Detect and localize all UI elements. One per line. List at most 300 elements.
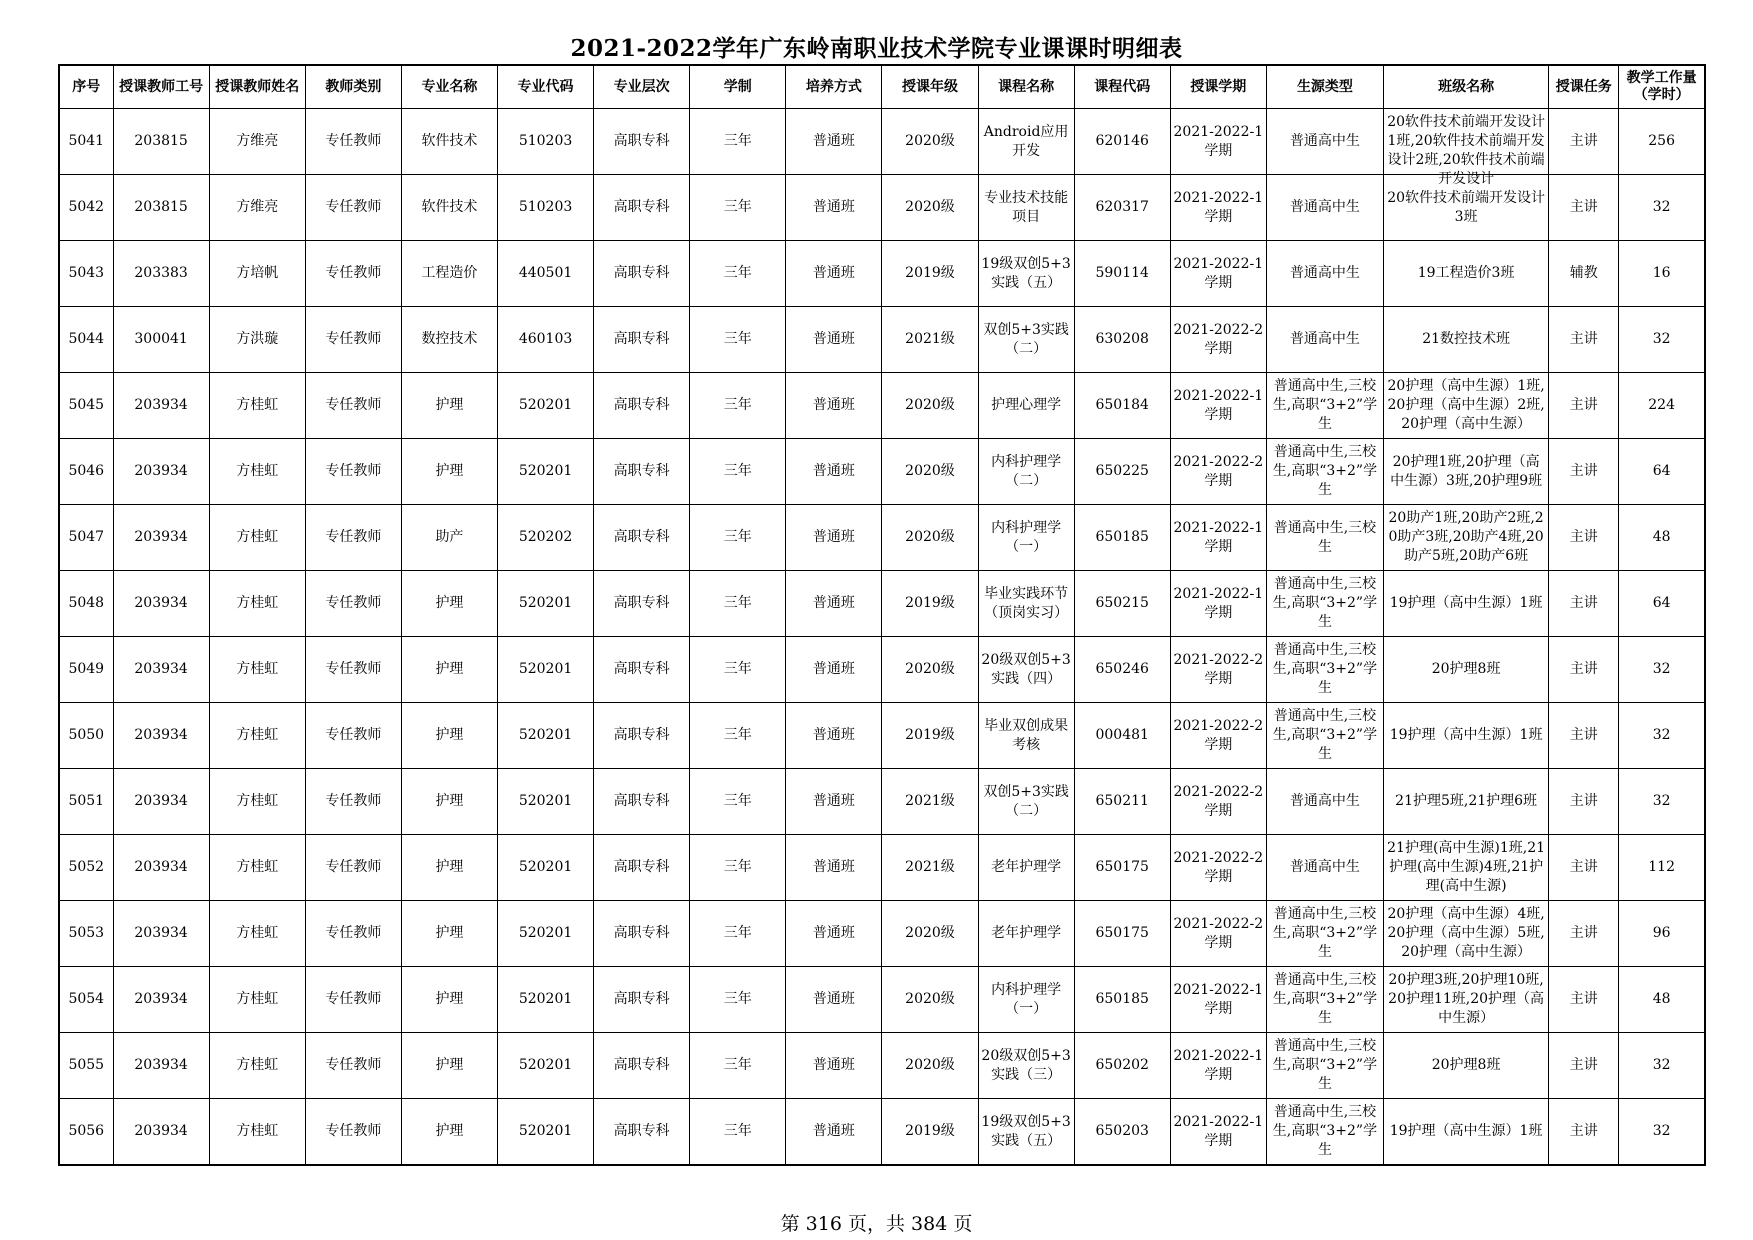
cell-text: 普通班 — [812, 727, 855, 743]
table-cell — [1619, 241, 1705, 307]
cell-text: 方桂虹 — [236, 1057, 279, 1073]
table-cell — [1619, 571, 1705, 637]
cell-text: 650202 — [1095, 1057, 1149, 1073]
cell-text: 三年 — [723, 1057, 752, 1073]
cell-text: 520201 — [518, 595, 573, 611]
table-cell — [498, 505, 594, 571]
cell-text: 20级双创5+3实践（三） — [981, 1047, 1071, 1083]
cell-text: 2021-2022-1学期 — [1173, 519, 1264, 555]
table-cell — [401, 571, 497, 637]
cell-text: 590114 — [1095, 265, 1149, 281]
cell-text: 三年 — [723, 397, 752, 413]
cell-text: 203934 — [134, 661, 188, 677]
cell-text: 高职专科 — [613, 397, 670, 413]
column-header: 授课教师工号 — [113, 65, 209, 109]
table-cell — [1074, 769, 1170, 835]
table-cell — [594, 901, 690, 967]
table-cell — [113, 373, 209, 439]
table-cell — [1384, 835, 1549, 901]
table-cell — [1170, 109, 1266, 175]
table-cell — [882, 703, 978, 769]
cell-text: 高职专科 — [613, 133, 670, 149]
table-cell — [1619, 505, 1705, 571]
cell-text: 三年 — [723, 727, 752, 743]
table-cell — [113, 175, 209, 241]
table-cell — [1266, 637, 1383, 703]
cell-text: 普通高中生,三校生,高职“3+2”学生 — [1272, 378, 1378, 432]
table-cell — [209, 571, 305, 637]
table-cell — [113, 505, 209, 571]
table-cell — [305, 307, 401, 373]
table-cell — [882, 835, 978, 901]
table-cell — [1074, 241, 1170, 307]
cell-text: 三年 — [723, 265, 752, 281]
cell-text: 辅教 — [1569, 265, 1598, 281]
table-row — [59, 967, 1705, 1033]
cell-text: 620146 — [1095, 133, 1149, 149]
table-cell — [498, 769, 594, 835]
column-header: 授课教师姓名 — [209, 65, 305, 109]
cell-text: 三年 — [723, 463, 752, 479]
table-cell — [978, 241, 1074, 307]
table-cell — [1619, 637, 1705, 703]
cell-text: 三年 — [723, 1123, 752, 1139]
table-cell — [690, 703, 786, 769]
cell-text: 2021-2022-2学期 — [1173, 717, 1264, 753]
cell-text: 2021级 — [905, 793, 955, 809]
cell-text: 2021-2022-1学期 — [1173, 387, 1264, 423]
table-cell — [1266, 439, 1383, 505]
table-cell — [1549, 307, 1619, 373]
table-cell — [786, 703, 882, 769]
cell-text: 高职专科 — [613, 1057, 670, 1073]
cell-text: 普通班 — [812, 265, 855, 281]
table-cell — [209, 637, 305, 703]
column-header: 课程代码 — [1074, 65, 1170, 109]
table-cell — [978, 967, 1074, 1033]
table-cell — [1170, 835, 1266, 901]
column-header: 培养方式 — [786, 65, 882, 109]
cell-text: 主讲 — [1569, 199, 1598, 215]
table-cell — [59, 505, 113, 571]
cell-text: 19护理（高中生源）1班 — [1389, 595, 1543, 611]
column-header: 生源类型 — [1266, 65, 1383, 109]
table-cell — [786, 505, 882, 571]
table-cell — [1074, 703, 1170, 769]
cell-text: 2021-2022-1学期 — [1173, 255, 1264, 291]
cell-text: 224 — [1648, 397, 1675, 413]
table-cell — [113, 109, 209, 175]
cell-text: 2020级 — [905, 925, 955, 941]
table-cell — [786, 571, 882, 637]
table-cell — [594, 241, 690, 307]
cell-text: 普通班 — [812, 529, 855, 545]
table-cell — [690, 769, 786, 835]
table-cell — [978, 307, 1074, 373]
cell-text: 32 — [1652, 1123, 1671, 1139]
cell-text: 三年 — [723, 199, 752, 215]
cell-text: 主讲 — [1569, 793, 1598, 809]
table-cell — [882, 241, 978, 307]
cell-text: 主讲 — [1569, 991, 1598, 1007]
cell-text: 方桂虹 — [236, 727, 279, 743]
cell-text: 方洪璇 — [236, 331, 279, 347]
cell-text: 专任教师 — [325, 133, 382, 149]
table-cell — [1170, 901, 1266, 967]
cell-text: 高职专科 — [613, 595, 670, 611]
cell-text: 专任教师 — [325, 331, 382, 347]
cell-text: 主讲 — [1569, 331, 1598, 347]
table-cell — [1619, 175, 1705, 241]
table-cell — [401, 109, 497, 175]
table-cell — [1619, 901, 1705, 967]
column-header: 授课学期 — [1170, 65, 1266, 109]
table-cell — [690, 1033, 786, 1099]
table-row — [59, 835, 1705, 901]
table-cell — [1619, 769, 1705, 835]
table-cell — [1266, 901, 1383, 967]
table-cell — [498, 571, 594, 637]
column-header: 专业代码 — [498, 65, 594, 109]
cell-text: 主讲 — [1569, 595, 1598, 611]
cell-text: 20级双创5+3实践（四） — [981, 651, 1071, 687]
cell-text: 护理 — [435, 661, 464, 677]
table-cell — [305, 109, 401, 175]
cell-text: 5050 — [68, 727, 105, 743]
table-cell — [1549, 109, 1619, 175]
table-cell — [1619, 307, 1705, 373]
cell-text: 20软件技术前端开发设计3班 — [1387, 189, 1546, 225]
table-row — [59, 703, 1705, 769]
table-cell — [209, 769, 305, 835]
cell-text: 高职专科 — [613, 661, 670, 677]
cell-text: 5047 — [68, 529, 105, 545]
cell-text: 方桂虹 — [236, 463, 279, 479]
table-cell — [59, 175, 113, 241]
table-cell — [978, 637, 1074, 703]
cell-text: 三年 — [723, 661, 752, 677]
table-cell — [690, 109, 786, 175]
cell-text: 300041 — [134, 331, 188, 347]
table-cell — [1074, 439, 1170, 505]
table-cell — [401, 637, 497, 703]
cell-text: 普通高中生,三校生,高职“3+2”学生 — [1272, 444, 1378, 498]
table-cell — [594, 637, 690, 703]
cell-text: 普通高中生 — [1289, 199, 1360, 215]
table-cell — [1266, 307, 1383, 373]
table-cell — [401, 241, 497, 307]
table-cell — [594, 571, 690, 637]
cell-text: 普通高中生,三校生,高职“3+2”学生 — [1272, 1104, 1378, 1158]
table-cell — [305, 439, 401, 505]
cell-text: 203934 — [134, 595, 188, 611]
table-cell — [401, 769, 497, 835]
table-cell — [305, 769, 401, 835]
table-cell — [305, 1033, 401, 1099]
cell-text: 20护理8班 — [1431, 1057, 1501, 1073]
table-cell — [978, 571, 1074, 637]
table-cell — [594, 373, 690, 439]
cell-text: 520201 — [518, 463, 573, 479]
cell-text: 520201 — [518, 793, 573, 809]
table-cell — [1549, 241, 1619, 307]
table-row — [59, 109, 1705, 175]
table-cell — [1384, 967, 1549, 1033]
cell-text: 2021级 — [905, 331, 955, 347]
table-cell — [498, 175, 594, 241]
table-cell — [882, 571, 978, 637]
table-cell — [1074, 835, 1170, 901]
table-cell — [978, 835, 1074, 901]
table-cell — [305, 241, 401, 307]
cell-text: 20助产1班,20助产2班,20助产3班,20助产4班,20助产5班,20助产6班 — [1388, 510, 1544, 564]
cell-text: 2021-2022-1学期 — [1173, 981, 1264, 1017]
table-cell — [1384, 1099, 1549, 1166]
page-title: 2021-2022学年广东岭南职业技术学院专业课课时明细表 — [570, 35, 1183, 62]
table-cell — [978, 769, 1074, 835]
table-cell — [1549, 901, 1619, 967]
column-header: 专业名称 — [401, 65, 497, 109]
cell-text: 三年 — [723, 133, 752, 149]
table-cell — [401, 703, 497, 769]
cell-text: 2021-2022-2学期 — [1173, 651, 1264, 687]
cell-text: 护理 — [435, 859, 464, 875]
cell-text: 方桂虹 — [236, 529, 279, 545]
table-row — [59, 901, 1705, 967]
cell-text: 2020级 — [905, 1057, 955, 1073]
cell-text: 520201 — [518, 1123, 573, 1139]
cell-text: 普通班 — [812, 1057, 855, 1073]
cell-text: 普通班 — [812, 595, 855, 611]
cell-text: 护理 — [435, 463, 464, 479]
cell-text: 普通高中生,三校生,高职“3+2”学生 — [1272, 906, 1378, 960]
cell-text: 112 — [1648, 859, 1675, 875]
cell-text: 普通高中生 — [1289, 265, 1360, 281]
cell-text: 方维亮 — [236, 133, 279, 149]
table-cell — [1170, 505, 1266, 571]
cell-text: 21护理5班,21护理6班 — [1395, 793, 1538, 809]
cell-text: 专任教师 — [325, 199, 382, 215]
table-cell — [978, 373, 1074, 439]
table-cell — [1170, 1033, 1266, 1099]
cell-text: 普通班 — [812, 1123, 855, 1139]
table-cell — [978, 703, 1074, 769]
cell-text: 高职专科 — [613, 463, 670, 479]
cell-text: 2019级 — [905, 1123, 955, 1139]
table-cell — [1549, 505, 1619, 571]
cell-text: 203934 — [134, 727, 188, 743]
table-cell — [1170, 571, 1266, 637]
cell-text: 普通高中生,三校生,高职“3+2”学生 — [1272, 1038, 1378, 1092]
table-cell — [882, 307, 978, 373]
table-cell — [882, 175, 978, 241]
column-header: 教师类别 — [305, 65, 401, 109]
table-cell — [401, 373, 497, 439]
table-cell — [113, 637, 209, 703]
cell-text: 5045 — [68, 397, 105, 413]
cell-text: 三年 — [723, 859, 752, 875]
table-cell — [882, 967, 978, 1033]
cell-text: 5044 — [68, 331, 105, 347]
table-cell — [1074, 901, 1170, 967]
table-cell — [882, 637, 978, 703]
cell-text: 助产 — [435, 529, 464, 545]
table-cell — [1549, 439, 1619, 505]
cell-text: 2021-2022-1学期 — [1173, 123, 1264, 159]
cell-text: 普通高中生 — [1289, 331, 1360, 347]
cell-text: 20护理（高中生源）4班,20护理（高中生源）5班,20护理（高中生源） — [1387, 906, 1545, 960]
cell-text: 520201 — [518, 727, 573, 743]
table-cell — [1170, 703, 1266, 769]
cell-text: 203815 — [134, 199, 188, 215]
table-cell — [1266, 373, 1383, 439]
table-cell — [209, 241, 305, 307]
cell-text: 20护理3班,20护理10班,20护理11班,20护理（高中生源） — [1388, 972, 1545, 1026]
cell-text: 21数控技术班 — [1422, 331, 1511, 347]
table-cell — [1266, 505, 1383, 571]
cell-text: 20护理（高中生源）1班,20护理（高中生源）2班,20护理（高中生源） — [1387, 378, 1545, 432]
cell-text: 软件技术 — [421, 199, 478, 215]
table-cell — [1170, 1099, 1266, 1166]
table-cell — [1619, 439, 1705, 505]
table-cell — [113, 307, 209, 373]
table-cell — [786, 967, 882, 1033]
cell-text: 三年 — [723, 331, 752, 347]
table-cell — [401, 1099, 497, 1166]
cell-text: 203934 — [134, 397, 188, 413]
cell-text: 2020级 — [905, 397, 955, 413]
cell-text: 520202 — [518, 529, 573, 545]
table-cell — [1549, 835, 1619, 901]
cell-text: 650215 — [1095, 595, 1149, 611]
cell-text: 48 — [1652, 529, 1671, 545]
table-cell — [1384, 1033, 1549, 1099]
table-cell — [401, 967, 497, 1033]
cell-text: 专业技术技能项目 — [984, 189, 1069, 225]
table-cell — [1384, 703, 1549, 769]
table-cell — [401, 175, 497, 241]
cell-text: 2021-2022-2学期 — [1173, 321, 1264, 357]
table-cell — [59, 307, 113, 373]
table-cell — [401, 439, 497, 505]
table-cell — [1074, 571, 1170, 637]
cell-text: 203934 — [134, 1123, 188, 1139]
cell-text: 高职专科 — [613, 793, 670, 809]
cell-text: 专任教师 — [325, 859, 382, 875]
cell-text: 19级双创5+3实践（五） — [981, 1113, 1071, 1149]
table-cell — [1549, 175, 1619, 241]
table-cell — [498, 373, 594, 439]
cell-text: 内科护理学（一） — [991, 519, 1062, 555]
cell-text: 5048 — [68, 595, 105, 611]
table-cell — [978, 109, 1074, 175]
cell-text: 工程造价 — [421, 265, 478, 281]
cell-text: 方桂虹 — [236, 793, 279, 809]
cell-text: 650185 — [1095, 529, 1149, 545]
table-cell — [690, 571, 786, 637]
cell-text: 主讲 — [1569, 133, 1598, 149]
table-cell — [1266, 1033, 1383, 1099]
table-cell — [1074, 373, 1170, 439]
cell-text: 专任教师 — [325, 529, 382, 545]
cell-text: 高职专科 — [613, 1123, 670, 1139]
cell-text: 主讲 — [1569, 661, 1598, 677]
table-row — [59, 373, 1705, 439]
cell-text: 64 — [1652, 463, 1671, 479]
table-cell — [1384, 637, 1549, 703]
table-row — [59, 241, 1705, 307]
table-cell — [690, 307, 786, 373]
table-cell — [305, 175, 401, 241]
table-cell — [209, 1099, 305, 1166]
cell-text: 2020级 — [905, 661, 955, 677]
cell-text: 高职专科 — [613, 991, 670, 1007]
cell-text: 毕业双创成果考核 — [984, 717, 1069, 753]
table-cell — [209, 967, 305, 1033]
table-cell — [59, 901, 113, 967]
cell-text: 2020级 — [905, 199, 955, 215]
cell-text: 普通班 — [812, 133, 855, 149]
table-cell — [113, 901, 209, 967]
cell-text: 620317 — [1095, 199, 1149, 215]
table-cell — [305, 967, 401, 1033]
table-cell — [978, 439, 1074, 505]
cell-text: 专任教师 — [325, 991, 382, 1007]
table-cell — [882, 769, 978, 835]
cell-text: 主讲 — [1569, 397, 1598, 413]
table-cell — [59, 1033, 113, 1099]
cell-text: 主讲 — [1569, 463, 1598, 479]
table-cell — [305, 571, 401, 637]
table-cell — [1074, 1099, 1170, 1166]
cell-text: 普通班 — [812, 859, 855, 875]
table-cell — [1074, 967, 1170, 1033]
cell-text: 方桂虹 — [236, 925, 279, 941]
table-cell — [1619, 1099, 1705, 1166]
cell-text: 高职专科 — [613, 727, 670, 743]
cell-text: 高职专科 — [613, 529, 670, 545]
cell-text: 203815 — [134, 133, 188, 149]
table-cell — [1619, 109, 1705, 175]
table-cell — [113, 241, 209, 307]
table-cell — [786, 175, 882, 241]
table-row — [59, 769, 1705, 835]
cell-text: 630208 — [1095, 331, 1149, 347]
cell-text: 48 — [1652, 991, 1671, 1007]
cell-text: 650185 — [1095, 991, 1149, 1007]
cell-text: 普通班 — [812, 463, 855, 479]
cell-text: 护理 — [435, 793, 464, 809]
cell-text: 双创5+3实践（二） — [983, 783, 1069, 819]
cell-text: 方培帆 — [236, 265, 279, 281]
cell-text: 650175 — [1095, 859, 1149, 875]
table-cell — [59, 373, 113, 439]
cell-text: 64 — [1652, 595, 1671, 611]
table-cell — [978, 175, 1074, 241]
table-cell — [882, 901, 978, 967]
cell-text: 专任教师 — [325, 925, 382, 941]
cell-text: 5041 — [68, 133, 105, 149]
table-cell — [1074, 307, 1170, 373]
cell-text: 2021-2022-1学期 — [1173, 1113, 1264, 1149]
table-cell — [401, 1033, 497, 1099]
cell-text: 普通班 — [812, 793, 855, 809]
table-cell — [209, 901, 305, 967]
cell-text: 护理 — [435, 925, 464, 941]
cell-text: 203934 — [134, 859, 188, 875]
table-cell — [1266, 109, 1383, 175]
cell-text: 2021-2022-1学期 — [1173, 189, 1264, 225]
